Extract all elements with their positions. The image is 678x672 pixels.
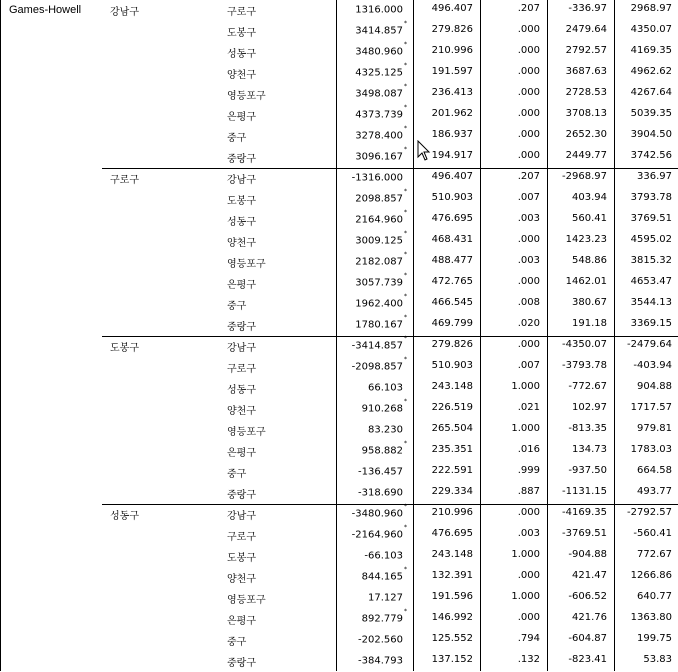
mean-difference-value: 4325.125 <box>355 67 403 79</box>
mean-difference-value: 844.165 <box>361 571 403 583</box>
upper-bound-cell: -403.94 <box>633 360 672 371</box>
mean-difference-cell <box>361 608 407 625</box>
mean-difference-value: 3278.400 <box>355 130 403 142</box>
lower-bound-cell: 421.47 <box>572 570 607 581</box>
significance-cell: 1.000 <box>511 549 540 560</box>
comparison-group-cell: 도봉구 <box>227 196 256 207</box>
mean-difference-cell <box>355 251 407 268</box>
mean-difference-cell <box>351 356 407 373</box>
std-error-cell: 279.826 <box>431 24 473 35</box>
lower-bound-cell: 421.76 <box>572 612 607 623</box>
comparison-group-cell: 은평구 <box>227 616 256 627</box>
significance-star: * <box>404 41 407 48</box>
comparison-group-cell: 구로구 <box>227 364 256 375</box>
lower-bound-cell: -336.97 <box>568 3 607 14</box>
std-error-cell: 466.545 <box>431 297 473 308</box>
comparison-group-cell: 영등포구 <box>227 91 266 102</box>
comparison-group-cell: 중구 <box>227 469 247 480</box>
comparison-group-cell: 중랑구 <box>227 154 256 165</box>
upper-bound-cell: -2479.64 <box>627 339 672 350</box>
group-label: 도봉구 <box>110 343 139 354</box>
mean-difference-value: 83.230 <box>368 424 403 436</box>
mean-difference-value: -2164.960 <box>351 529 403 541</box>
significance-cell: .207 <box>517 3 540 14</box>
upper-bound-cell: -2792.57 <box>627 507 672 518</box>
table-row <box>0 483 678 504</box>
significance-star: * <box>404 125 407 132</box>
mean-difference-value: -384.793 <box>358 655 403 667</box>
std-error-cell: 210.996 <box>431 507 473 518</box>
significance-cell: .000 <box>517 507 540 518</box>
upper-bound-cell: 4350.07 <box>630 24 672 35</box>
significance-cell: .000 <box>517 129 540 140</box>
lower-bound-cell: 2792.57 <box>565 45 607 56</box>
mean-difference-value: 958.882 <box>361 445 403 457</box>
lower-bound-cell: 3708.13 <box>565 108 607 119</box>
comparison-group-cell: 도봉구 <box>227 28 256 39</box>
significance-cell: 1.000 <box>511 591 540 602</box>
significance-cell: .000 <box>517 66 540 77</box>
upper-bound-cell: 4595.02 <box>630 234 672 245</box>
upper-bound-cell: 4267.64 <box>630 87 672 98</box>
std-error-cell: 265.504 <box>431 423 473 434</box>
lower-bound-cell: -772.67 <box>568 381 607 392</box>
mean-difference-cell <box>368 591 406 603</box>
mean-difference-cell <box>355 20 407 37</box>
significance-cell: .207 <box>517 171 540 182</box>
mean-difference-value: 3414.857 <box>355 25 403 37</box>
table-row <box>0 252 678 273</box>
upper-bound-cell: 199.75 <box>637 633 672 644</box>
upper-bound-cell: 3904.50 <box>630 129 672 140</box>
table-row <box>0 336 678 357</box>
std-error-cell: 476.695 <box>431 213 473 224</box>
upper-bound-cell: 4653.47 <box>630 276 672 287</box>
table-row <box>0 84 678 105</box>
comparison-group-cell: 중구 <box>227 133 247 144</box>
mean-difference-cell <box>351 524 407 541</box>
group-label: 성동구 <box>110 511 139 522</box>
mean-difference-value: -3414.857 <box>351 340 403 352</box>
std-error-cell: 243.148 <box>431 381 473 392</box>
upper-bound-cell: 1363.80 <box>630 612 672 623</box>
table-row <box>0 294 678 315</box>
std-error-cell: 194.917 <box>431 150 473 161</box>
significance-star: * <box>404 188 407 195</box>
significance-star: * <box>404 83 407 90</box>
significance-cell: .003 <box>517 213 540 224</box>
std-error-cell: 235.351 <box>431 444 473 455</box>
significance-cell: .007 <box>517 192 540 203</box>
significance-cell: .000 <box>517 87 540 98</box>
table-row <box>0 504 678 525</box>
significance-star: * <box>404 608 407 615</box>
comparison-group-cell: 은평구 <box>227 112 256 123</box>
upper-bound-cell: -560.41 <box>633 528 672 539</box>
std-error-cell: 472.765 <box>431 276 473 287</box>
comparison-group-cell: 영등포구 <box>227 427 266 438</box>
lower-bound-cell: 380.67 <box>572 297 607 308</box>
comparison-group-cell: 영등포구 <box>227 595 266 606</box>
lower-bound-cell: 191.18 <box>572 318 607 329</box>
significance-star: * <box>404 566 407 573</box>
mean-difference-cell <box>355 272 407 289</box>
lower-bound-cell: -813.35 <box>568 423 607 434</box>
table-row <box>0 546 678 567</box>
significance-cell: .000 <box>517 150 540 161</box>
comparison-group-cell: 강남구 <box>227 175 256 186</box>
upper-bound-cell: 2968.97 <box>630 3 672 14</box>
upper-bound-cell: 493.77 <box>637 486 672 497</box>
std-error-cell: 201.962 <box>431 108 473 119</box>
significance-cell: .000 <box>517 45 540 56</box>
comparison-group-cell: 은평구 <box>227 448 256 459</box>
lower-bound-cell: -606.52 <box>568 591 607 602</box>
comparison-group-cell: 양천구 <box>227 70 256 81</box>
std-error-cell: 222.591 <box>431 465 473 476</box>
significance-cell: .999 <box>517 465 540 476</box>
significance-star: * <box>404 104 407 111</box>
significance-star: * <box>404 20 407 27</box>
table-row <box>0 231 678 252</box>
std-error-cell: 510.903 <box>431 360 473 371</box>
table-row <box>0 168 678 189</box>
mean-difference-value: -1316.000 <box>351 172 403 184</box>
upper-bound-cell: 5039.35 <box>630 108 672 119</box>
comparison-group-cell: 양천구 <box>227 406 256 417</box>
group-label: 강남구 <box>110 7 139 18</box>
upper-bound-cell: 664.58 <box>637 465 672 476</box>
comparison-group-cell: 도봉구 <box>227 553 256 564</box>
table-row <box>0 357 678 378</box>
table-row <box>0 0 678 21</box>
significance-cell: .000 <box>517 108 540 119</box>
mean-difference-cell <box>355 314 407 331</box>
lower-bound-cell: 134.73 <box>572 444 607 455</box>
upper-bound-cell: 640.77 <box>637 591 672 602</box>
mean-difference-value: 3480.960 <box>355 46 403 58</box>
mean-difference-cell <box>352 171 406 183</box>
std-error-cell: 510.903 <box>431 192 473 203</box>
upper-bound-cell: 1266.86 <box>630 570 672 581</box>
table-row <box>0 21 678 42</box>
significance-cell: .794 <box>517 633 540 644</box>
mean-difference-cell <box>355 230 407 247</box>
lower-bound-cell: 548.86 <box>572 255 607 266</box>
significance-star: * <box>404 524 407 531</box>
upper-bound-cell: 53.83 <box>643 654 672 665</box>
table-row <box>0 378 678 399</box>
comparison-group-cell: 양천구 <box>227 238 256 249</box>
significance-cell: .003 <box>517 528 540 539</box>
table-row <box>0 210 678 231</box>
lower-bound-cell: 403.94 <box>572 192 607 203</box>
table-row <box>0 399 678 420</box>
significance-cell: 1.000 <box>511 423 540 434</box>
mean-difference-value: 3498.087 <box>355 88 403 100</box>
lower-bound-cell: -604.87 <box>568 633 607 644</box>
significance-star: * <box>404 62 407 69</box>
significance-cell: .887 <box>517 486 540 497</box>
lower-bound-cell: 3687.63 <box>565 66 607 77</box>
group-label: 구로구 <box>110 175 139 186</box>
std-error-cell: 191.597 <box>431 66 473 77</box>
std-error-cell: 279.826 <box>431 339 473 350</box>
mean-difference-value: 66.103 <box>368 382 403 394</box>
std-error-cell: 191.596 <box>431 591 473 602</box>
mean-difference-cell <box>351 335 407 352</box>
mean-difference-value: 2164.960 <box>355 214 403 226</box>
comparison-group-cell: 성동구 <box>227 217 256 228</box>
significance-star: * <box>404 251 407 258</box>
mean-difference-cell <box>355 125 407 142</box>
table-row <box>0 462 678 483</box>
mean-difference-value: 1962.400 <box>355 298 403 310</box>
mean-difference-value: 892.779 <box>361 613 403 625</box>
significance-cell: .000 <box>517 339 540 350</box>
table-row <box>0 420 678 441</box>
comparison-group-cell: 중구 <box>227 301 247 312</box>
table-row <box>0 651 678 672</box>
upper-bound-cell: 3742.56 <box>630 150 672 161</box>
std-error-cell: 496.407 <box>431 171 473 182</box>
significance-cell: .021 <box>517 402 540 413</box>
std-error-cell: 229.334 <box>431 486 473 497</box>
significance-star: * <box>404 314 407 321</box>
mean-difference-value: 17.127 <box>368 592 403 604</box>
upper-bound-cell: 772.67 <box>637 549 672 560</box>
lower-bound-cell: -823.41 <box>568 654 607 665</box>
significance-cell: .132 <box>517 654 540 665</box>
significance-cell: .000 <box>517 570 540 581</box>
std-error-cell: 210.996 <box>431 45 473 56</box>
comparison-group-cell: 양천구 <box>227 574 256 585</box>
significance-star: * <box>404 146 407 153</box>
std-error-cell: 137.152 <box>431 654 473 665</box>
significance-cell: .000 <box>517 612 540 623</box>
lower-bound-cell: 1462.01 <box>565 276 607 287</box>
mean-difference-value: 3009.125 <box>355 235 403 247</box>
lower-bound-cell: 560.41 <box>572 213 607 224</box>
upper-bound-cell: 3793.78 <box>630 192 672 203</box>
mean-difference-value: -136.457 <box>358 466 403 478</box>
comparison-group-cell: 성동구 <box>227 49 256 60</box>
significance-cell: .003 <box>517 255 540 266</box>
upper-bound-cell: 4962.62 <box>630 66 672 77</box>
significance-cell: .000 <box>517 234 540 245</box>
upper-bound-cell: 4169.35 <box>630 45 672 56</box>
significance-cell: .008 <box>517 297 540 308</box>
mean-difference-cell <box>368 423 406 435</box>
std-error-cell: 146.992 <box>431 612 473 623</box>
comparison-group-cell: 은평구 <box>227 280 256 291</box>
comparison-group-cell: 강남구 <box>227 511 256 522</box>
upper-bound-cell: 3544.13 <box>630 297 672 308</box>
upper-bound-cell: 3815.32 <box>630 255 672 266</box>
table-row <box>0 609 678 630</box>
mean-difference-cell <box>355 83 407 100</box>
mean-difference-cell <box>361 440 407 457</box>
table-row <box>0 525 678 546</box>
lower-bound-cell: -3769.51 <box>562 528 607 539</box>
mean-difference-cell <box>355 41 407 58</box>
std-error-cell: 469.799 <box>431 318 473 329</box>
std-error-cell: 476.695 <box>431 528 473 539</box>
mean-difference-cell <box>355 3 406 15</box>
comparison-group-cell: 중랑구 <box>227 658 256 669</box>
table-row <box>0 630 678 651</box>
mean-difference-value: -2098.857 <box>351 361 403 373</box>
mean-difference-value: 2098.857 <box>355 193 403 205</box>
lower-bound-cell: -4350.07 <box>562 339 607 350</box>
significance-star: * <box>404 440 407 447</box>
mean-difference-value: -318.690 <box>358 487 403 499</box>
mean-difference-value: 1316.000 <box>355 4 403 16</box>
mean-difference-cell <box>361 398 407 415</box>
mean-difference-cell <box>355 188 407 205</box>
mean-difference-value: 4373.739 <box>355 109 403 121</box>
method-label: Games-Howell <box>9 4 82 16</box>
significance-star: * <box>404 356 407 363</box>
upper-bound-cell: 979.81 <box>637 423 672 434</box>
mean-difference-cell <box>355 62 407 79</box>
significance-cell: .007 <box>517 360 540 371</box>
table-row <box>0 315 678 336</box>
comparison-group-cell: 성동구 <box>227 385 256 396</box>
std-error-cell: 125.552 <box>431 633 473 644</box>
lower-bound-cell: 102.97 <box>572 402 607 413</box>
significance-star: * <box>404 503 407 510</box>
lower-bound-cell: 2449.77 <box>565 150 607 161</box>
mean-difference-value: 3096.167 <box>355 151 403 163</box>
table-row <box>0 441 678 462</box>
mean-difference-value: 1780.167 <box>355 319 403 331</box>
lower-bound-cell: -937.50 <box>568 465 607 476</box>
comparison-group-cell: 영등포구 <box>227 259 266 270</box>
significance-cell: .000 <box>517 24 540 35</box>
significance-cell: 1.000 <box>511 381 540 392</box>
mean-difference-cell <box>355 146 407 163</box>
mouse-cursor-icon <box>417 140 431 162</box>
std-error-cell: 226.519 <box>431 402 473 413</box>
mean-difference-cell <box>351 503 407 520</box>
mean-difference-cell <box>358 465 406 477</box>
lower-bound-cell: 2479.64 <box>565 24 607 35</box>
std-error-cell: 132.391 <box>431 570 473 581</box>
mean-difference-value: 3057.739 <box>355 277 403 289</box>
significance-star: * <box>404 398 407 405</box>
table-row <box>0 147 678 168</box>
significance-star: * <box>404 293 407 300</box>
lower-bound-cell: 1423.23 <box>565 234 607 245</box>
mean-difference-cell <box>358 486 406 498</box>
mean-difference-cell <box>355 293 407 310</box>
upper-bound-cell: 336.97 <box>637 171 672 182</box>
comparison-group-cell: 중구 <box>227 637 247 648</box>
comparison-group-cell: 구로구 <box>227 532 256 543</box>
upper-bound-cell: 904.88 <box>637 381 672 392</box>
mean-difference-value: 910.268 <box>361 403 403 415</box>
std-error-cell: 236.413 <box>431 87 473 98</box>
significance-star: * <box>404 209 407 216</box>
comparison-group-cell: 구로구 <box>227 7 256 18</box>
table-row <box>0 588 678 609</box>
table-row <box>0 126 678 147</box>
lower-bound-cell: -1131.15 <box>562 486 607 497</box>
lower-bound-cell: -3793.78 <box>562 360 607 371</box>
comparison-group-cell: 중랑구 <box>227 490 256 501</box>
mean-difference-cell <box>364 549 406 561</box>
table-row <box>0 189 678 210</box>
significance-star: * <box>404 272 407 279</box>
mean-difference-cell <box>368 381 406 393</box>
mean-difference-cell <box>361 566 407 583</box>
mean-difference-value: -3480.960 <box>351 508 403 520</box>
significance-cell: .000 <box>517 276 540 287</box>
comparison-group-cell: 강남구 <box>227 343 256 354</box>
mean-difference-value: -66.103 <box>364 550 403 562</box>
std-error-cell: 468.431 <box>431 234 473 245</box>
std-error-cell: 496.407 <box>431 3 473 14</box>
std-error-cell: 488.477 <box>431 255 473 266</box>
significance-cell: .020 <box>517 318 540 329</box>
lower-bound-cell: 2728.53 <box>565 87 607 98</box>
table-row <box>0 42 678 63</box>
mean-difference-cell <box>355 104 407 121</box>
table-row <box>0 63 678 84</box>
mean-difference-cell <box>355 209 407 226</box>
lower-bound-cell: -904.88 <box>568 549 607 560</box>
lower-bound-cell: -4169.35 <box>562 507 607 518</box>
table-row <box>0 567 678 588</box>
mean-difference-value: -202.560 <box>358 634 403 646</box>
mean-difference-cell <box>358 633 406 645</box>
table-row <box>0 105 678 126</box>
mean-difference-cell <box>358 654 406 666</box>
significance-star: * <box>404 230 407 237</box>
lower-bound-cell: -2968.97 <box>562 171 607 182</box>
mean-difference-value: 2182.087 <box>355 256 403 268</box>
upper-bound-cell: 3369.15 <box>630 318 672 329</box>
std-error-cell: 186.937 <box>431 129 473 140</box>
comparison-group-cell: 중랑구 <box>227 322 256 333</box>
significance-cell: .016 <box>517 444 540 455</box>
table-row <box>0 273 678 294</box>
upper-bound-cell: 3769.51 <box>630 213 672 224</box>
significance-star: * <box>404 335 407 342</box>
upper-bound-cell: 1717.57 <box>630 402 672 413</box>
lower-bound-cell: 2652.30 <box>565 129 607 140</box>
upper-bound-cell: 1783.03 <box>630 444 672 455</box>
std-error-cell: 243.148 <box>431 549 473 560</box>
